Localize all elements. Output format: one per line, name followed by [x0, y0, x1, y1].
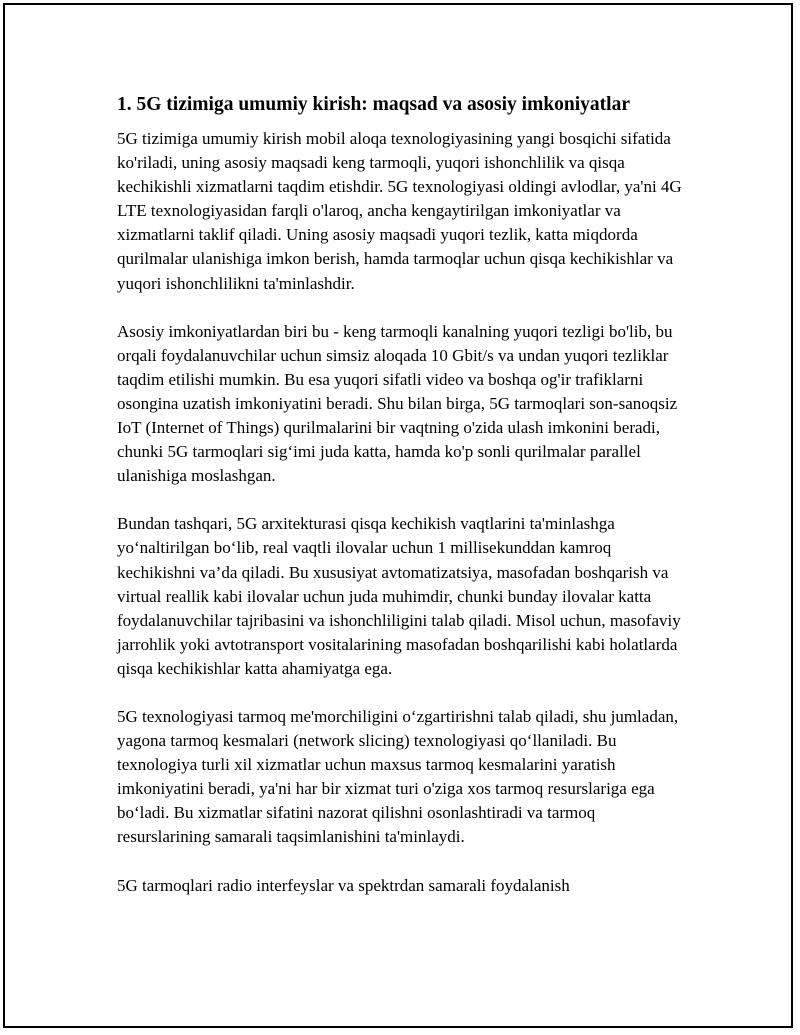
- section-heading: 1. 5G tizimiga umumiy kirish: maqsad va asosiy imkoniyatlar: [117, 94, 630, 115]
- paragraph-radio-interfaces: 5G tarmoqlari radio interfeyslar va spektrdan samarali foydalanish: [117, 875, 570, 895]
- paragraph-bandwidth: Asosiy imkoniyatlardan biri bu - keng tarmoqli kanalning yuqori tezligi bo'lib, bu orqali foydalanuvchilar uchun simsiz aloqada 10 Gbit/s va undan yuqori tezliklar taqdim etilishi mumkin. Bu esa yuqori sifatli video va boshqa og'ir trafiklarni osongina uzatish imkoniyatini beradi. Shu bilan birga, 5G tarmoqlari son-sanoqsiz IoT (Internet of Things) qurilmalarini bir vaqtning o'zida ulash imkonini beradi, chunki 5G tarmoqlari sig‘imi juda katta, hamda ko'p sonli qurilmalar parallel ulanishiga moslashgan.: [117, 321, 678, 486]
- paragraph-intro: 5G tizimiga umumiy kirish mobil aloqa texnologiyasining yangi bosqichi sifatida ko'riladi, uning asosiy maqsadi keng tarmoqli, yuqori ishonchlilik va qisqa kechikishli xizmatlarni taqdim etishdir. 5G texnologiyasi oldingi avlodlar, ya'ni 4G LTE texnologiyasidan farqli o'laroq, ancha kengaytirilgan imkoniyatlar va xizmatlarni taklif qiladi. Uning asosiy maqsadi yuqori tezlik, katta miqdorda qurilmalar ulanishiga imkon berish, hamda tarmoqlar uchun qisqa kechikishlar va yuqori ishonchlilikni ta'minlashdir.: [117, 129, 682, 293]
- paragraph-network-slicing: 5G texnologiyasi tarmoq me'morchiligini o‘zgartirishni talab qiladi, shu jumladan, yagona tarmoq kesmalari (network slicing) texnologiyasi qo‘llaniladi. Bu texnologiya turli xil xizmatlar uchun maxsus tarmoq kesmalarini yaratish imkoniyatini beradi, ya'ni har bir xizmat turi o'ziga xos tarmoq resurslariga ega bo‘ladi. Bu xizmatlar sifatini nazorat qilishni osonlashtiradi va tarmoq resurslarining samarali taqsimlanishini ta'minlaydi.: [117, 706, 679, 847]
- document-body: [117, 92, 692, 922]
- paragraph-latency: Bundan tashqari, 5G arxitekturasi qisqa kechikish vaqtlarini ta'minlashga yo‘naltirilgan bo‘lib, real vaqtli ilovalar uchun 1 millisekunddan kamroq kechikishni va’da qiladi. Bu xususiyat avtomatizatsiya, masofadan boshqarish va virtual reallik kabi ilovalar uchun juda muhimdir, chunki bunday ilovalar katta foydalanuvchilar tajribasini va ishonchliligini talab qiladi. Misol uchun, masofaviy jarrohlik yoki avtotransport vositalarining masofadan boshqarilishi kabi holatlarda qisqa kechikishlar katta ahamiyatga ega.: [117, 514, 681, 678]
